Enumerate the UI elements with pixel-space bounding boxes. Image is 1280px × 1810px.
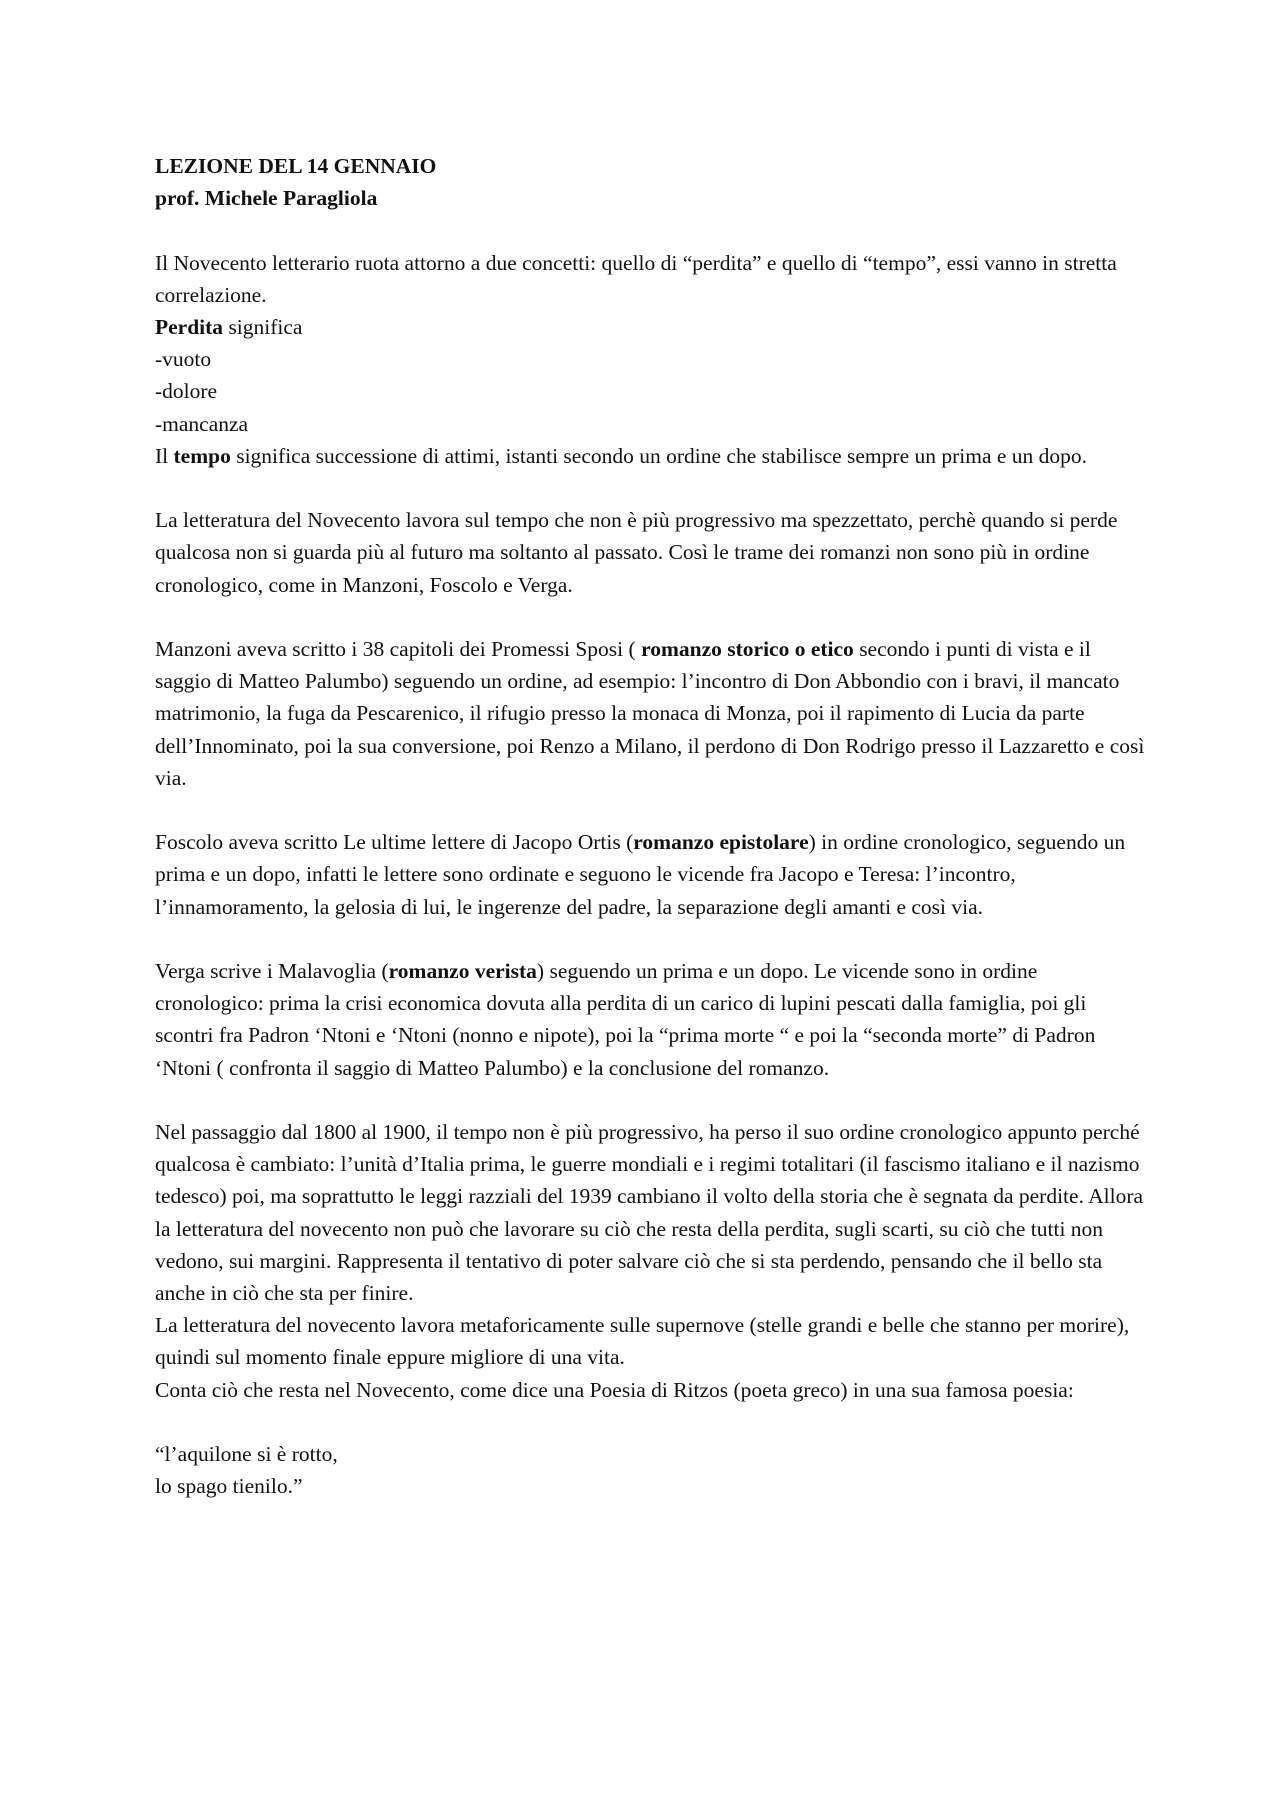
perdita-definition bbox=[155, 311, 1145, 343]
foscolo-bold: romanzo epistolare bbox=[633, 830, 809, 855]
quote-line-2: lo spago tienilo.” bbox=[155, 1474, 303, 1499]
quote-line-1: “l’aquilone si è rotto, bbox=[155, 1442, 338, 1467]
tempo-definition bbox=[155, 440, 1145, 472]
novecento-paragraph: La letteratura del Novecento lavora sul tempo che non è più progressivo ma spezzettato, perchè quando si perde qualcosa non si guarda più al futuro ma soltanto al passato. Così le trame dei romanzi non sono più in ordine cronologico, come in Manzoni, Foscolo e Verga. bbox=[155, 508, 1118, 597]
foscolo-after: ) in ordine cronologico, seguendo un prima e un dopo, infatti le lettere sono ordinate e seguono le vicende fra Jacopo e Teresa: l’incontro, l’innamoramento, la gelosia di lui, le ingerenze del padre, la separazione degli amanti e così via. bbox=[155, 830, 1126, 919]
spacer bbox=[155, 794, 1145, 826]
perdita-rest: significa bbox=[223, 315, 303, 339]
ritzos-paragraph: Conta ciò che resta nel Novecento, come dice una Poesia di Ritzos (poeta greco) in una sua famosa poesia: bbox=[155, 1377, 1074, 1402]
verga-bold: romanzo verista bbox=[388, 959, 537, 983]
document-page bbox=[155, 150, 1145, 1502]
manzoni-before: Manzoni aveva scritto i 38 capitoli dei Promessi Sposi ( bbox=[155, 637, 642, 661]
lesson-title: LEZIONE DEL 14 GENNAIO bbox=[155, 154, 437, 178]
foscolo-paragraph bbox=[155, 826, 1145, 923]
spacer bbox=[155, 472, 1145, 504]
spacer bbox=[155, 214, 1145, 246]
document-header bbox=[155, 150, 1145, 214]
manzoni-after: secondo i punti di vista e il saggio di Matteo Palumbo) seguendo un ordine, ad esempio: l’incontro di Don Abbondio con i bravi, il mancato matrimonio, la fuga da Pescarenico, il rifugio presso la monaca di Monza, poi il rapimento di Lucia da parte dell’Innominato, poi la sua conversione, poi Renzo a Milano, il perdono di Don Rodrigo presso il Lazzaretto e così via. bbox=[155, 637, 1145, 790]
list-item: -dolore bbox=[155, 379, 218, 404]
spacer bbox=[155, 923, 1145, 955]
tempo-after: significa successione di attimi, istanti secondo un ordine che stabilisce sempre un prima e un dopo. bbox=[230, 443, 1088, 468]
perdita-term: Perdita bbox=[155, 315, 224, 339]
verga-paragraph bbox=[155, 955, 1145, 1084]
supernove-paragraph: La letteratura del novecento lavora metaforicamente sulle supernove (stelle grandi e belle che stanno per morire), quindi sul momento finale eppure migliore di una vita. bbox=[155, 1313, 1130, 1370]
spacer bbox=[155, 1084, 1145, 1116]
manzoni-bold: romanzo storico o etico bbox=[641, 637, 854, 661]
intro-paragraph: Il Novecento letterario ruota attorno a due concetti: quello di “perdita” e quello di “tempo”, essi vanno in stretta correlazione. bbox=[155, 250, 1117, 307]
verga-before: Verga scrive i Malavoglia ( bbox=[155, 959, 389, 983]
lesson-author: prof. Michele Paragliola bbox=[155, 186, 378, 211]
passaggio-paragraph: Nel passaggio dal 1800 al 1900, il tempo non è più progressivo, ha perso il suo ordine cronologico appunto perché qualcosa è cambiato: l’unità d’Italia prima, le guerre mondiali e i regimi totalitari (il fascismo italiano e il nazismo tedesco) poi, ma soprattutto le leggi razziali del 1939 cambiano il volto della storia che è segnata da perdite. Allora la letteratura del novecento non può che lavorare su ciò che resta della perdita, sugli scarti, su ciò che tutti non vedono, sui margini. Rappresenta il tentativo di poter salvare ciò che si sta perdendo, pensando che il bello sta anche in ciò che sta per finire. bbox=[155, 1120, 1144, 1306]
tempo-term: tempo bbox=[173, 443, 231, 468]
verga-after: ) seguendo un prima e un dopo. Le vicende sono in ordine cronologico: prima la crisi economica dovuta alla perdita di un carico di lupini pescati dalla famiglia, poi gli scontri fra Padron ‘Ntoni e ‘Ntoni (nonno e nipote), poi la “prima morte “ e poi la “seconda morte” di Padron ‘Ntoni ( confronta il saggio di Matteo Palumbo) e la conclusione del romanzo. bbox=[155, 959, 1096, 1080]
list-item: -vuoto bbox=[155, 347, 212, 372]
spacer bbox=[155, 1406, 1145, 1438]
spacer bbox=[155, 601, 1145, 633]
manzoni-paragraph bbox=[155, 633, 1145, 794]
tempo-before: Il bbox=[155, 443, 174, 468]
foscolo-before: Foscolo aveva scritto Le ultime lettere di Jacopo Ortis ( bbox=[155, 830, 634, 855]
list-item: -mancanza bbox=[155, 411, 249, 436]
